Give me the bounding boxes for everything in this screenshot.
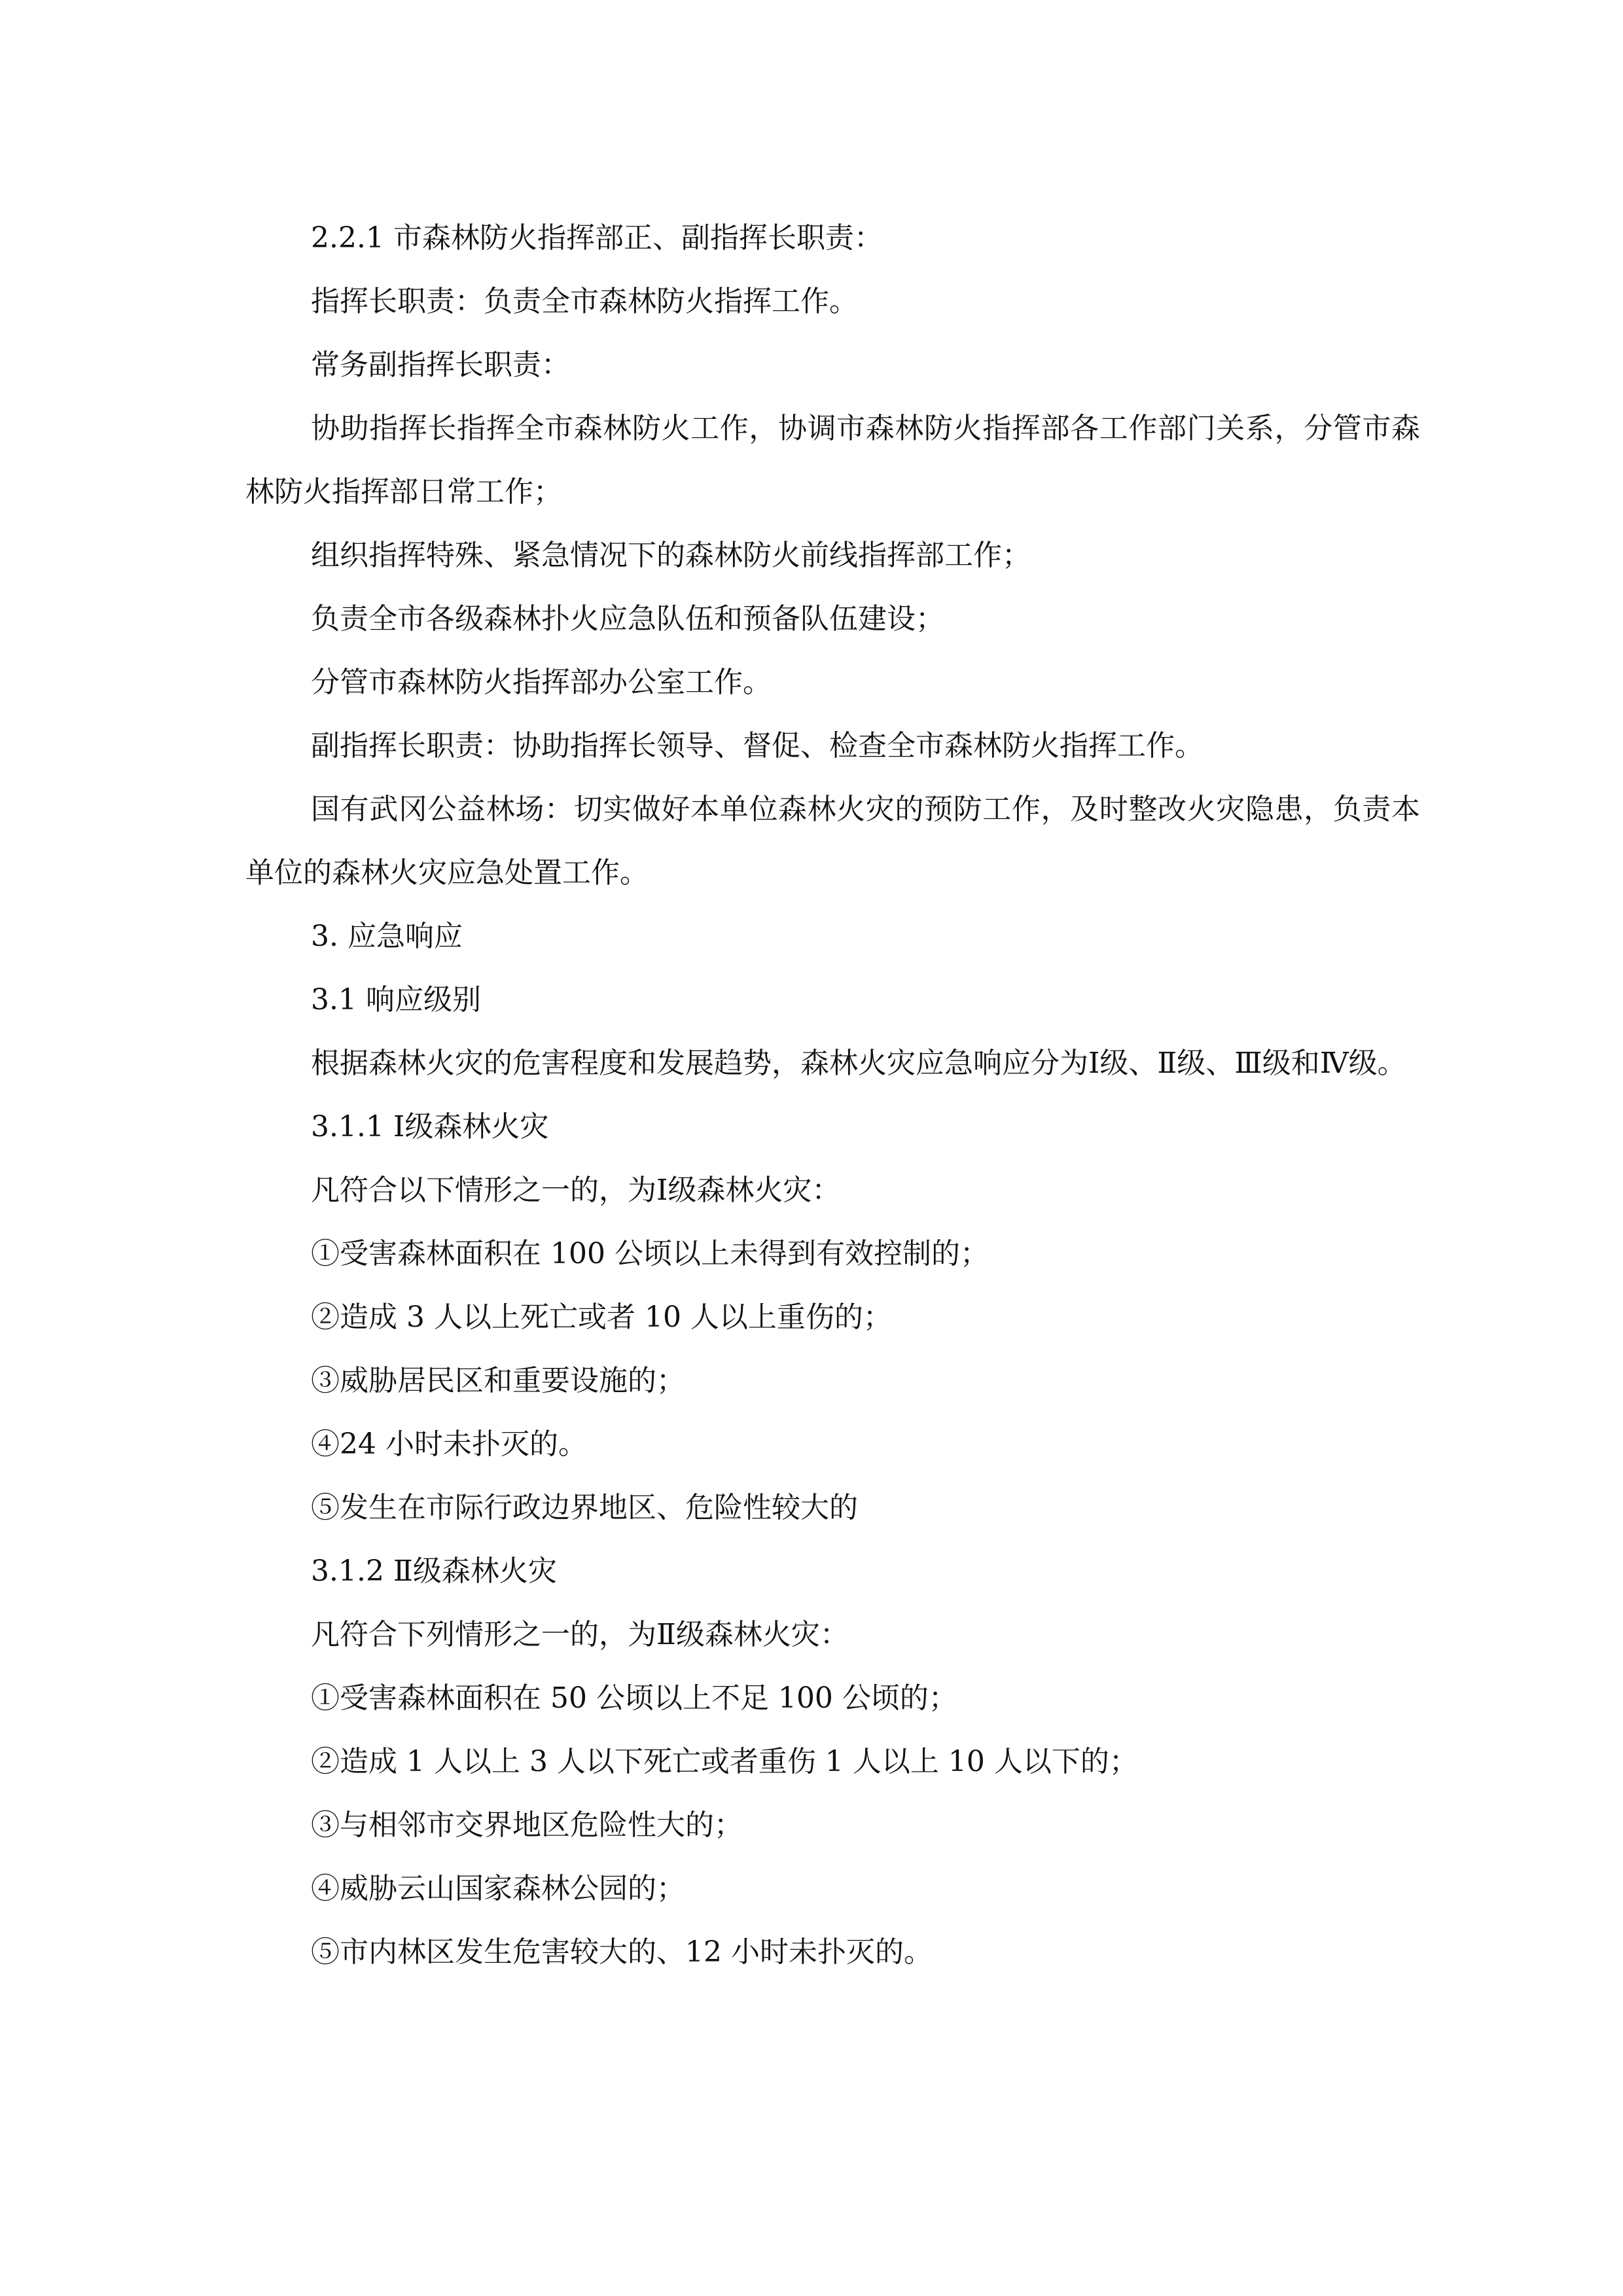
paragraph-team-building: 负责全市各级森林扑火应急队伍和预备队伍建设； [311,602,944,636]
list-item-level-1-2: ②造成 3 人以上死亡或者 10 人以上重伤的； [311,1300,892,1334]
paragraph-deputy-duty: 副指挥长职责：协助指挥长领导、督促、检查全市森林防火指挥工作。 [311,729,1204,762]
paragraph-organize-frontline: 组织指挥特殊、紧急情况下的森林防火前线指挥部工作； [311,539,1031,572]
list-item-level-2-2: ②造成 1 人以上 3 人以下死亡或者重伤 1 人以上 10 人以下的； [311,1745,1138,1778]
section-heading-2-2-1: 2.2.1 市森林防火指挥部正、副指挥长职责： [311,221,883,255]
list-item-level-2-5: ⑤市内林区发生危害较大的、12 小时未扑灭的。 [311,1935,933,1969]
paragraph-commander-duty: 指挥长职责：负责全市森林防火指挥工作。 [311,285,858,318]
paragraph-level-2-criteria: 凡符合下列情形之一的，为Ⅱ级森林火灾： [311,1618,849,1651]
list-item-level-1-3: ③威胁居民区和重要设施的； [311,1364,685,1397]
list-item-level-1-1: ①受害森林面积在 100 公顷以上未得到有效控制的； [311,1237,989,1270]
list-item-level-2-4: ④威胁云山国家森林公园的； [311,1872,685,1905]
section-heading-3-1-2: 3.1.2 Ⅱ级森林火灾 [311,1554,557,1588]
document-body [245,206,1420,1984]
section-heading-3: 3. 应急响应 [311,920,463,953]
section-heading-3-1-1: 3.1.1 Ⅰ级森林火灾 [311,1110,549,1143]
list-item-level-1-4: ④24 小时未扑灭的。 [311,1427,587,1461]
paragraph-forest-farm: 国有武冈公益林场：切实做好本单位森林火灾的预防工作，及时整改火灾隐患，负责本单位的森林火灾应急处置工作。 [245,793,1420,889]
list-item-level-1-5: ⑤发生在市际行政边界地区、危险性较大的 [311,1491,858,1524]
section-heading-3-1: 3.1 响应级别 [311,983,481,1016]
paragraph-executive-deputy-title: 常务副指挥长职责： [311,348,570,382]
paragraph-office-management: 分管市森林防火指挥部办公室工作。 [311,666,772,699]
paragraph-level-1-criteria: 凡符合以下情形之一的，为Ⅰ级森林火灾： [311,1174,841,1207]
paragraph-response-levels: 根据森林火灾的危害程度和发展趋势，森林火灾应急响应分为Ⅰ级、Ⅱ级、Ⅲ级和Ⅳ级。 [311,1047,1406,1080]
list-item-level-2-3: ③与相邻市交界地区危险性大的； [311,1808,743,1842]
paragraph-assist-commander: 协助指挥长指挥全市森林防火工作，协调市森林防火指挥部各工作部门关系，分管市森林防火指挥部日常工作； [245,412,1420,509]
list-item-level-2-1: ①受害森林面积在 50 公顷以上不足 100 公顷的； [311,1681,957,1715]
